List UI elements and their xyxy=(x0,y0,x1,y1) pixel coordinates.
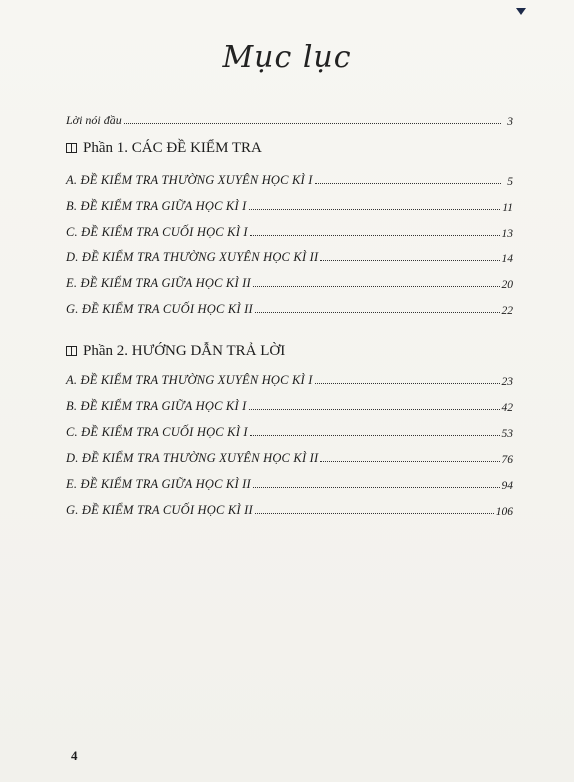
section-heading-part1 xyxy=(66,137,262,159)
leader-dots xyxy=(249,209,501,210)
toc-entry-label: C. ĐỀ KIỂM TRA CUỐI HỌC KÌ I xyxy=(66,225,248,239)
section-heading-text: Phần 1. CÁC ĐỀ KIỂM TRA xyxy=(83,139,262,156)
page-title: Mục lục xyxy=(222,40,352,75)
toc-row xyxy=(66,368,513,388)
toc-row xyxy=(66,394,513,414)
toc-row xyxy=(66,220,513,240)
toc-entry-page: 20 xyxy=(501,279,513,291)
toc-entry-label: B. ĐỀ KIỂM TRA GIỮA HỌC KÌ I xyxy=(66,199,247,213)
page-number: 4 xyxy=(71,748,78,763)
toc-entry-label: E. ĐỀ KIỂM TRA GIỮA HỌC KÌ II xyxy=(66,477,251,491)
leader-dots xyxy=(255,513,494,514)
toc-row xyxy=(66,297,513,317)
toc-entry-label: B. ĐỀ KIỂM TRA GIỮA HỌC KÌ I xyxy=(66,399,247,413)
toc-entry-label: Lời nói đầu xyxy=(66,113,122,127)
toc-row xyxy=(66,446,513,466)
toc-entry-page: 11 xyxy=(502,202,513,214)
toc-entry-page: 23 xyxy=(501,376,513,388)
toc-row xyxy=(66,245,513,265)
leader-dots xyxy=(253,286,500,287)
book-icon xyxy=(66,346,77,356)
leader-dots xyxy=(124,123,501,124)
leader-dots xyxy=(250,235,500,236)
toc-entry-page: 5 xyxy=(507,176,513,188)
section-heading-part2 xyxy=(66,340,285,362)
toc-entry-label: E. ĐỀ KIỂM TRA GIỮA HỌC KÌ II xyxy=(66,276,251,290)
toc-row-intro xyxy=(66,108,513,128)
toc-row xyxy=(66,420,513,440)
table-of-contents xyxy=(66,0,513,782)
leader-dots xyxy=(249,409,500,410)
toc-entry-label: C. ĐỀ KIỂM TRA CUỐI HỌC KÌ I xyxy=(66,425,248,439)
leader-dots xyxy=(320,260,499,261)
toc-entry-label: G. ĐỀ KIỂM TRA CUỐI HỌC KÌ II xyxy=(66,503,253,517)
toc-entry-label: G. ĐỀ KIỂM TRA CUỐI HỌC KÌ II xyxy=(66,302,253,316)
toc-entry-label: A. ĐỀ KIỂM TRA THƯỜNG XUYÊN HỌC KÌ I xyxy=(66,173,313,187)
toc-entry-page: 42 xyxy=(501,402,513,414)
toc-entry-page: 94 xyxy=(501,480,513,492)
toc-entry-label: A. ĐỀ KIỂM TRA THƯỜNG XUYÊN HỌC KÌ I xyxy=(66,373,313,387)
toc-entry-page: 13 xyxy=(501,228,513,240)
toc-entry-page: 3 xyxy=(507,116,513,128)
leader-dots xyxy=(253,487,500,488)
toc-row xyxy=(66,472,513,492)
toc-entry-label: D. ĐỀ KIỂM TRA THƯỜNG XUYÊN HỌC KÌ II xyxy=(66,250,319,264)
toc-entry-page: 14 xyxy=(501,253,513,265)
toc-entry-page: 22 xyxy=(501,305,513,317)
book-icon xyxy=(66,143,77,153)
leader-dots xyxy=(315,183,501,184)
toc-row xyxy=(66,271,513,291)
leader-dots xyxy=(315,383,500,384)
toc-entry-label: D. ĐỀ KIỂM TRA THƯỜNG XUYÊN HỌC KÌ II xyxy=(66,451,319,465)
toc-row xyxy=(66,194,513,214)
toc-entry-page: 53 xyxy=(501,428,513,440)
toc-row xyxy=(66,168,513,188)
leader-dots xyxy=(250,435,500,436)
leader-dots xyxy=(320,461,499,462)
toc-entry-page: 106 xyxy=(495,506,513,518)
leader-dots xyxy=(255,312,500,313)
toc-entry-page: 76 xyxy=(501,454,513,466)
toc-row xyxy=(66,498,513,518)
corner-marker-icon xyxy=(516,8,526,15)
section-heading-text: Phần 2. HƯỚNG DẪN TRẢ LỜI xyxy=(83,342,286,359)
